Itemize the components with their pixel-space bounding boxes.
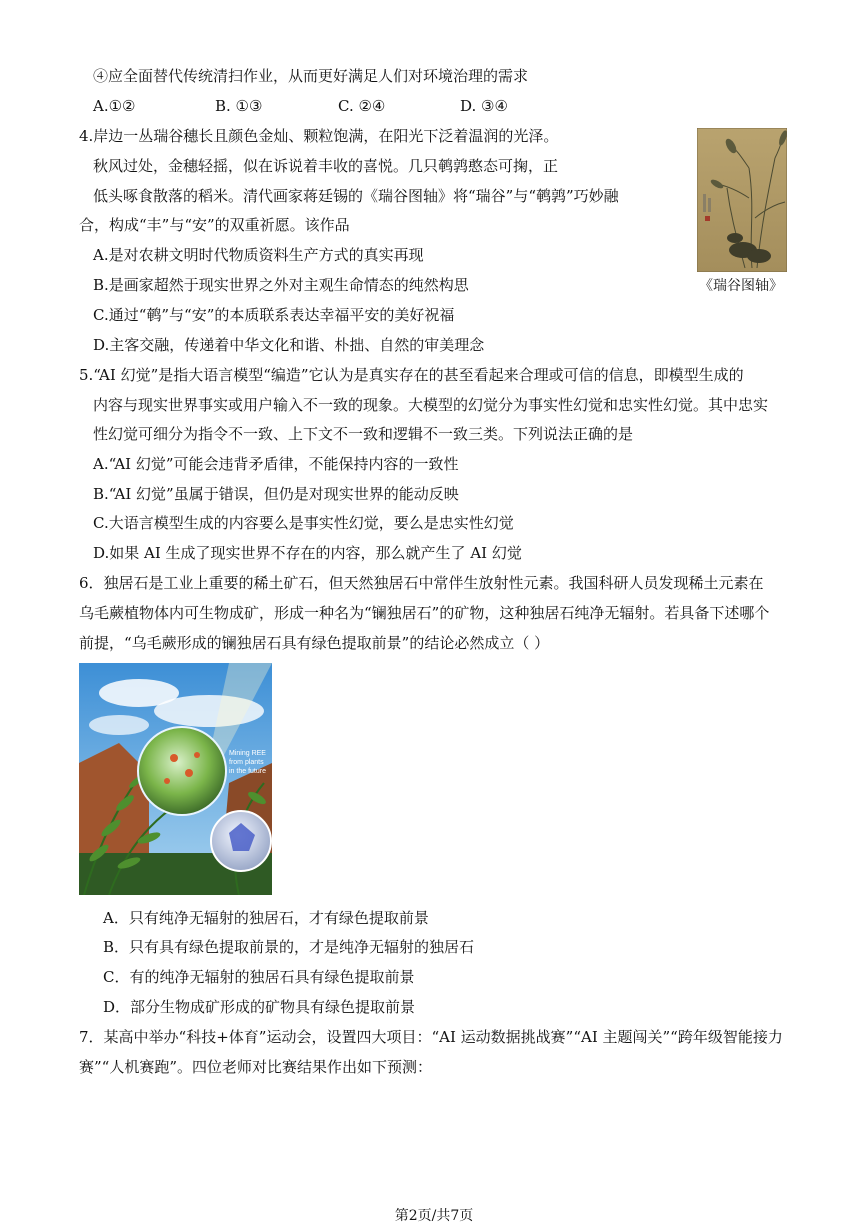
q5-option-d: D.如果 AI 生成了现实世界不存在的内容，那么就产生了 AI 幻觉 — [93, 544, 522, 562]
figure-overlay-line-1: Mining REE — [229, 750, 266, 757]
q7-stem-line-1: 7．某高中举办“科技+体育”运动会，设置四大项目：“AI 运动数据挑战赛”“AI 主题闯关”“跨年级智能接力 — [79, 1028, 783, 1046]
q6-stem-line-3: 前提，“乌毛蕨形成的镧独居石具有绿色提取前景”的结论必然成立（ ） — [79, 634, 550, 652]
q3-option-b: B. ①③ — [215, 97, 263, 115]
q5-stem-line-1: 5.“AI 幻觉”是指大语言模型“编造”它认为是真实存在的甚至看起来合理或可信的信息，即模型生成的 — [79, 366, 744, 384]
q5-option-b: B.“AI 幻觉”虽属于错误，但仍是对现实世界的能动反映 — [93, 485, 459, 503]
figure-overlay-line-3: in the future — [229, 768, 266, 775]
figure-overlay-line-2: from plants — [229, 759, 264, 766]
q3-option-a: A.①② — [93, 97, 136, 115]
page-number: 第2页/共7页 — [394, 1208, 474, 1224]
q4-stem-line-3: 低头啄食散落的稻米。清代画家蒋廷锡的《瑞谷图轴》将“瑞谷”与“鹌鹑”巧妙融 — [93, 187, 619, 205]
q4-option-d: D.主客交融，传递着中华文化和谐、朴拙、自然的审美理念 — [93, 336, 485, 354]
q6-option-c: C．有的纯净无辐射的独居石具有绿色提取前景 — [103, 968, 415, 986]
q4-option-c: C.通过“鹌”与“安”的本质联系表达幸福平安的美好祝福 — [93, 306, 455, 324]
q6-stem-line-1: 6．独居石是工业上重要的稀土矿石，但天然独居石中常伴生放射性元素。我国科研人员发现稀土元素在 — [79, 574, 764, 592]
q5-stem-line-3: 性幻觉可细分为指令不一致、上下文不一致和逻辑不一致三类。下列说法正确的是 — [93, 425, 634, 443]
fern-mineral-illustration — [79, 663, 272, 895]
q4-option-b: B.是画家超然于现实世界之外对主观生命情态的纯然构思 — [93, 276, 469, 294]
q4-option-a: A.是对农耕文明时代物质资料生产方式的真实再现 — [93, 246, 424, 264]
q6-option-a: A．只有纯净无辐射的独居石，才有绿色提取前景 — [103, 909, 429, 927]
q4-stem-line-2: 秋风过处，金穗轻摇，似在诉说着丰收的喜悦。几只鹌鹑憨态可掬，正 — [93, 157, 559, 175]
q7-stem-line-2: 赛”“人机赛跑”。四位老师对比赛结果作出如下预测： — [79, 1058, 433, 1076]
q6-option-d: D．部分生物成矿形成的矿物具有绿色提取前景 — [103, 998, 416, 1016]
q5-option-a: A.“AI 幻觉”可能会违背矛盾律，不能保持内容的一致性 — [93, 455, 459, 473]
q3-option-d: D. ③④ — [460, 97, 508, 115]
q5-stem-line-2: 内容与现实世界事实或用户输入不一致的现象。大模型的幻觉分为事实性幻觉和忠实性幻觉。其中忠实 — [93, 396, 769, 414]
q6-option-b: B．只有具有绿色提取前景的，才是纯净无辐射的独居石 — [103, 938, 475, 956]
ruigu-painting-caption: 《瑞谷图轴》 — [699, 278, 783, 294]
q3-option-c: C. ②④ — [338, 97, 386, 115]
q5-option-c: C.大语言模型生成的内容要么是事实性幻觉，要么是忠实性幻觉 — [93, 514, 514, 532]
q4-stem-line-1: 4.岸边一丛瑞谷穗长且颜色金灿、颗粒饱满，在阳光下泛着温润的光泽。 — [79, 127, 559, 145]
q4-stem-line-4: 合，构成“丰”与“安”的双重祈愿。该作品 — [79, 216, 350, 234]
q3-item-4: ④应全面替代传统清扫作业，从而更好满足人们对环境治理的需求 — [93, 67, 529, 85]
q6-stem-line-2: 乌毛蕨植物体内可生物成矿，形成一种名为“镧独居石”的矿物，这种独居石纯净无辐射。若具备下述哪个 — [79, 604, 770, 622]
ruigu-painting-image — [697, 128, 787, 272]
